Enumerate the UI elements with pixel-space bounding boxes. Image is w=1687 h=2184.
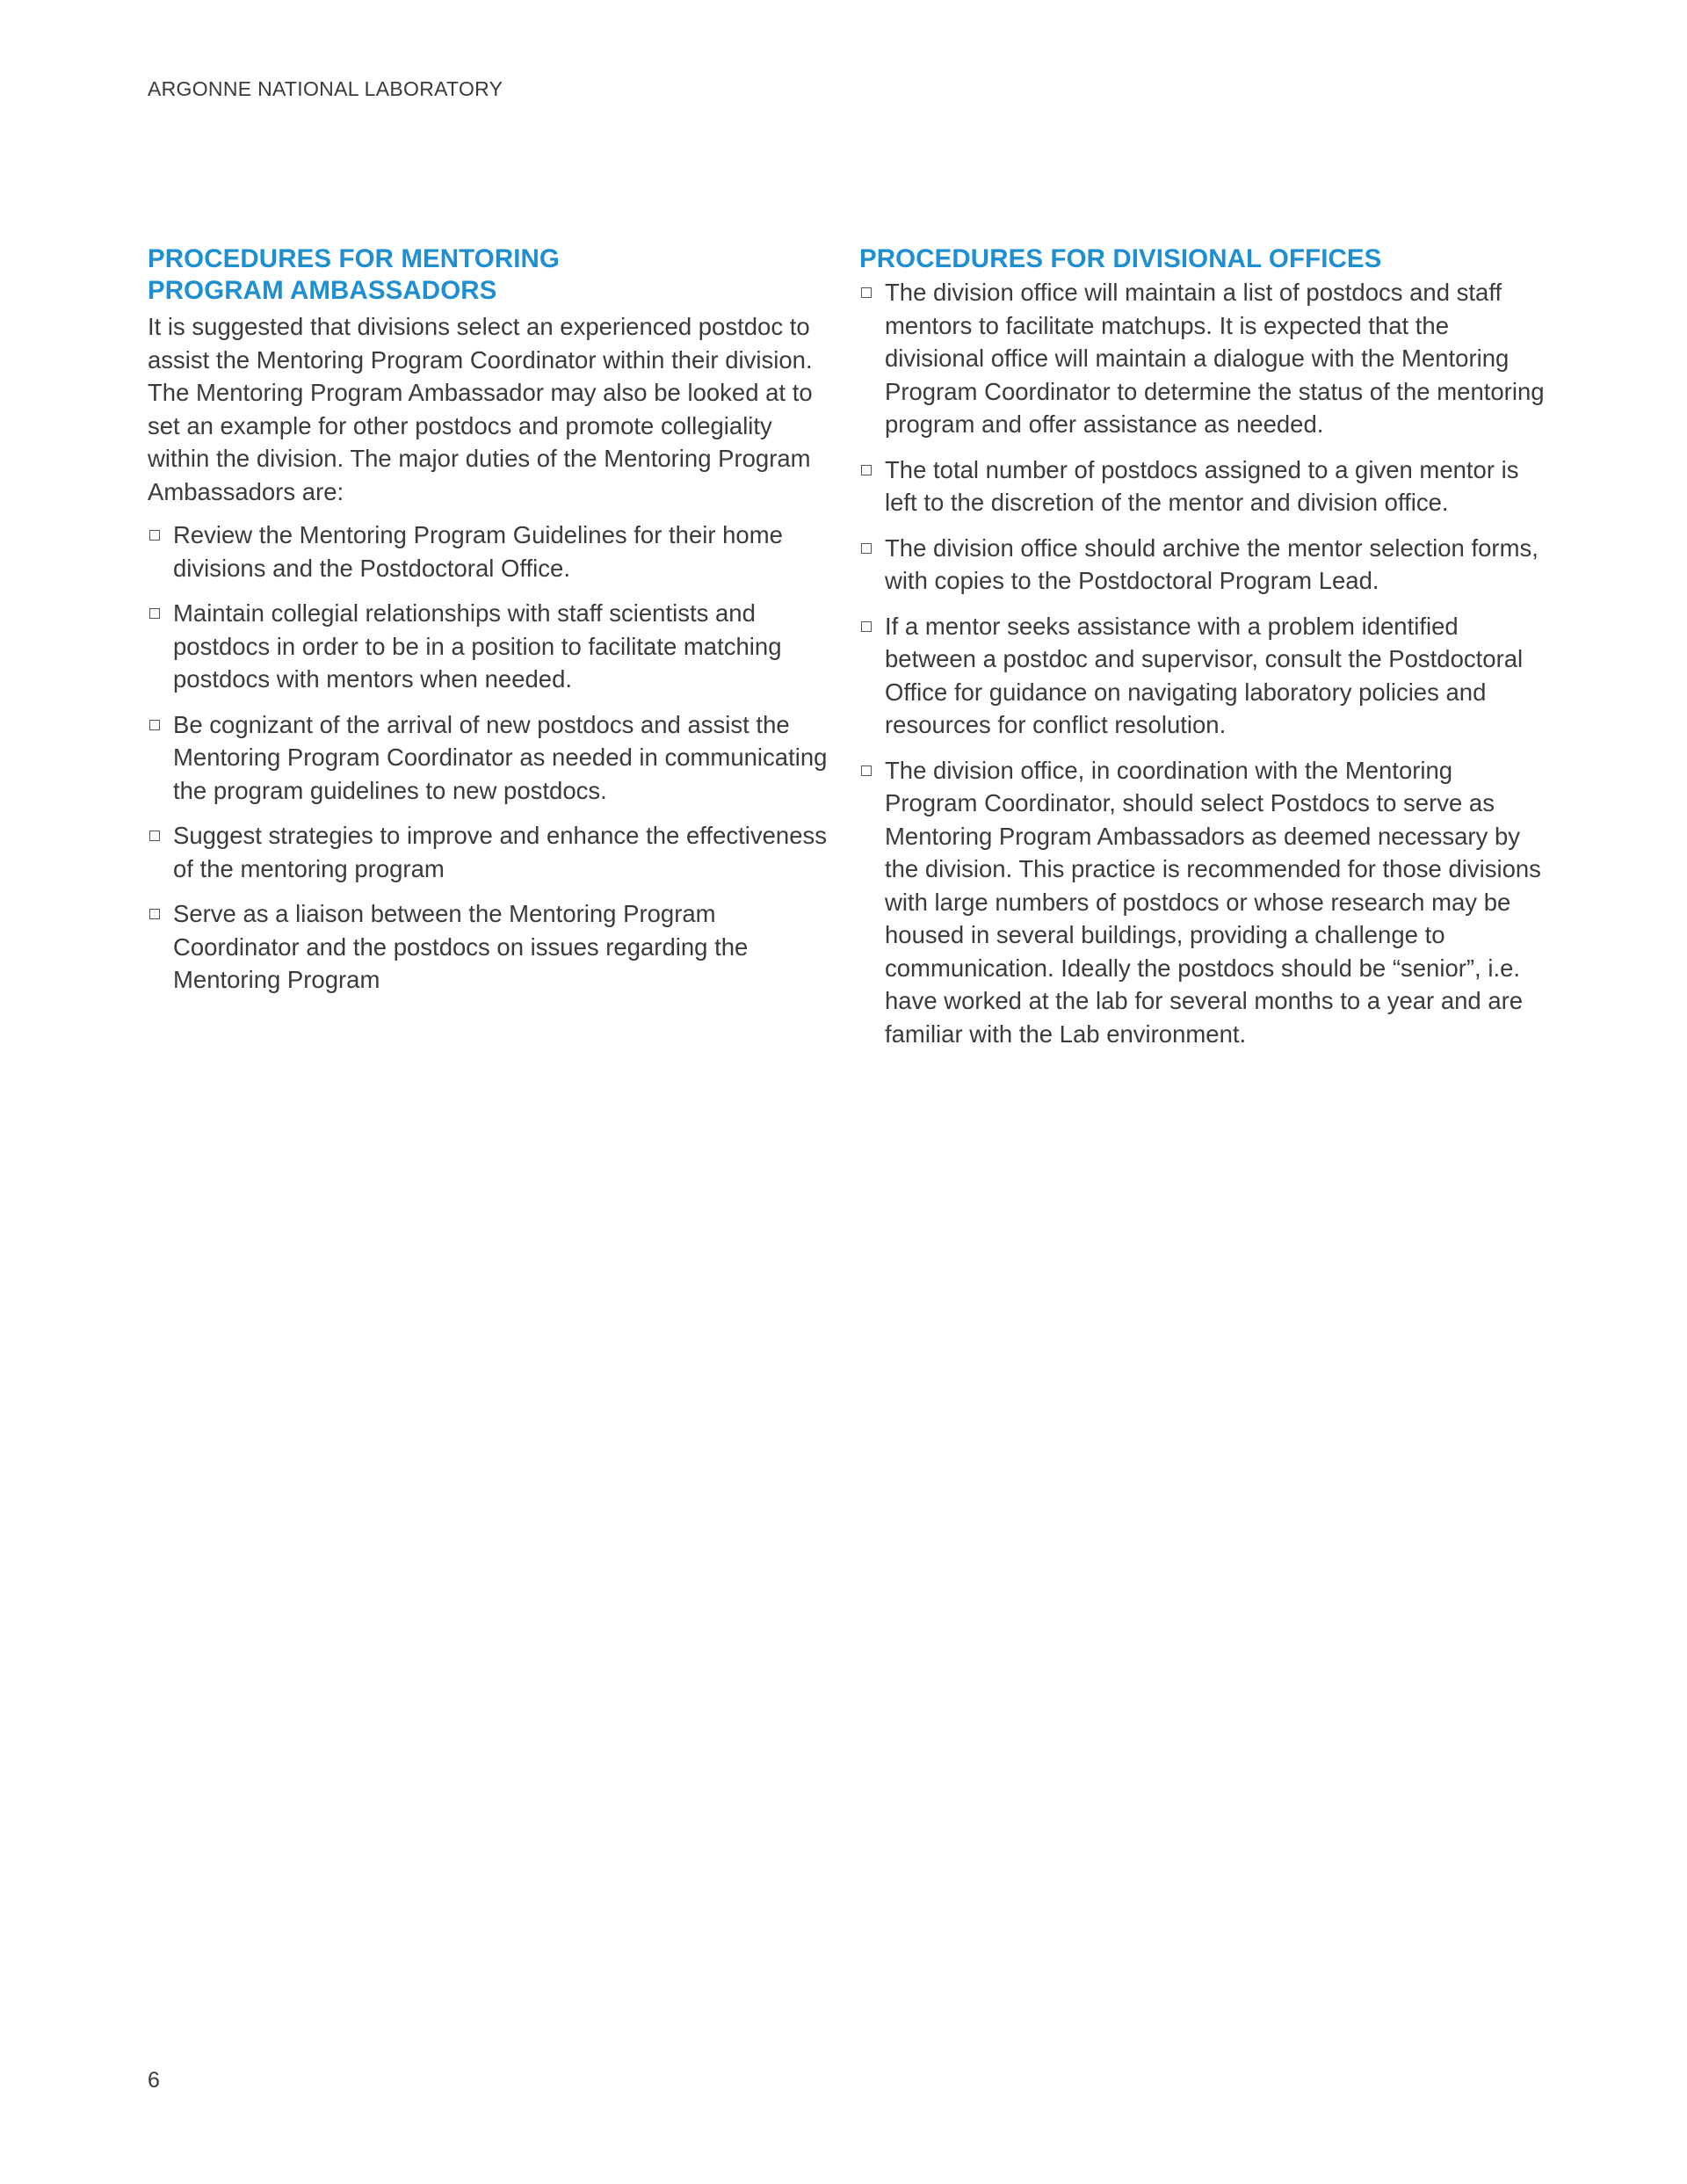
- section-heading-ambassadors: [148, 243, 833, 307]
- intro-paragraph: It is suggested that divisions select an experienced postdoc to assist the Mentoring Program Coordinator within their division. The Mentoring Program Ambassador may also be looked at to set an example for other postdocs and promote collegiality within the division. The major duties of the Mentoring Program Ambassadors are:: [148, 313, 813, 505]
- list-item-text: The division office should archive the mentor selection forms, with copies to the Postdoctoral Program Lead.: [885, 533, 1539, 594]
- right-column: [859, 243, 1545, 1063]
- list-item: [859, 453, 1545, 519]
- list-item-text: The division office will maintain a list of postdocs and staff mentors to facilitate matchups. It is expected that the divisional office will maintain a dialogue with the Mentoring Program Coordinator to determine the status of the mentoring program and offer assistance as needed.: [885, 279, 1545, 438]
- list-item: [859, 610, 1545, 742]
- list-item: [148, 819, 833, 885]
- list-item-text: If a mentor seeks assistance with a problem identified between a postdoc and supervisor, consult the Postdoctoral Office for guidance on navigating laboratory policies and resources for conflict resolution.: [885, 612, 1524, 738]
- list-item: [148, 597, 833, 696]
- square-bullet-icon: [861, 287, 872, 298]
- heading-line-2: PROGRAM AMBASSADORS: [148, 276, 497, 305]
- list-item: [148, 708, 833, 808]
- square-bullet-icon: [861, 465, 872, 475]
- square-bullet-icon: [149, 831, 160, 841]
- list-item-text: Suggest strategies to improve and enhance the effectiveness of the mentoring program: [173, 822, 827, 882]
- list-item: [148, 519, 833, 584]
- list-item: [859, 754, 1545, 1051]
- section-heading-divisional-offices: PROCEDURES FOR DIVISIONAL OFFICES: [859, 244, 1382, 273]
- list-item: [148, 897, 833, 997]
- list-item-text: The total number of postdocs assigned to a given mentor is left to the discretion of the mentor and division office.: [885, 455, 1519, 516]
- list-item-text: Maintain collegial relationships with staff scientists and postdocs in order to be in a position to facilitate matching postdocs with mentors when needed.: [173, 599, 782, 693]
- running-header: ARGONNE NATIONAL LABORATORY: [148, 77, 503, 100]
- ambassador-duties-list: [148, 519, 833, 997]
- list-item: [859, 276, 1545, 441]
- page-number: 6: [148, 2068, 160, 2093]
- square-bullet-icon: [149, 720, 160, 730]
- square-bullet-icon: [861, 765, 872, 776]
- list-item-text: Serve as a liaison between the Mentoring Program Coordinator and the postdocs on issues regarding the Mentoring Program: [173, 900, 749, 993]
- list-item-text: The division office, in coordination with the Mentoring Program Coordinator, should select Postdocs to serve as Mentoring Program Ambassadors as deemed necessary by the division. This practice is recommended for those divisions with large numbers of postdocs or whose research may be housed in several buildings, providing a challenge to communication. Ideally the postdocs should be “senior”, i.e. have worked at the lab for several months to a year and are familiar with the Lab environment.: [885, 756, 1541, 1048]
- list-item-text: Review the Mentoring Program Guidelines for their home divisions and the Postdoctoral Office.: [173, 521, 783, 582]
- list-item-text: Be cognizant of the arrival of new postdocs and assist the Mentoring Program Coordinator as needed in communicating the program guidelines to new postdocs.: [173, 710, 828, 804]
- square-bullet-icon: [149, 530, 160, 541]
- divisional-procedures-list: [859, 276, 1545, 1050]
- square-bullet-icon: [861, 621, 872, 632]
- heading-line-1: PROCEDURES FOR MENTORING: [148, 244, 560, 273]
- square-bullet-icon: [149, 909, 160, 919]
- left-column: [148, 243, 833, 1009]
- square-bullet-icon: [149, 608, 160, 619]
- square-bullet-icon: [861, 543, 872, 554]
- list-item: [859, 532, 1545, 598]
